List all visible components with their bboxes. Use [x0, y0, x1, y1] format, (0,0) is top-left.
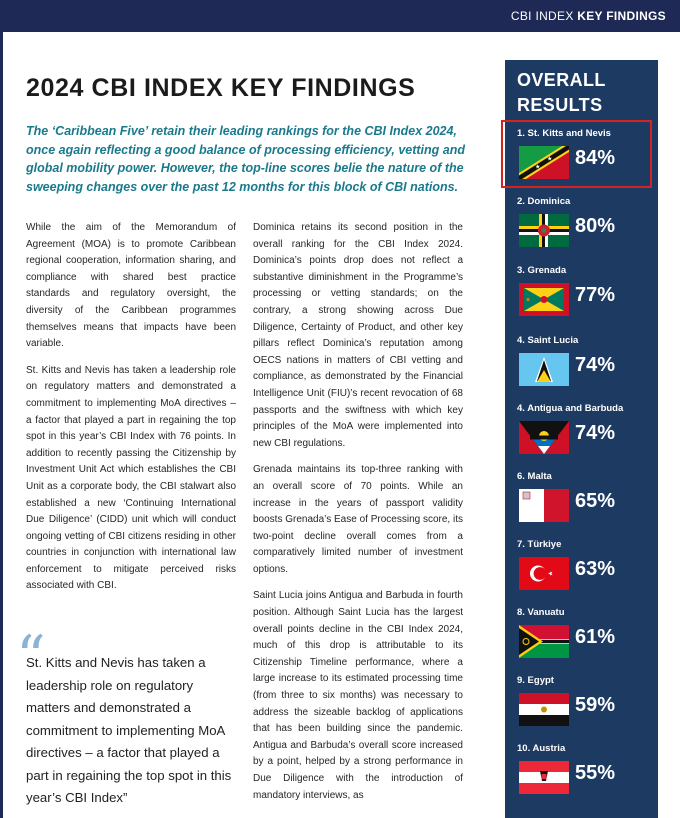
result-score: 59%	[575, 694, 616, 716]
results-heading-line-2: RESULTS	[517, 95, 603, 115]
page-edge-stripe	[0, 32, 3, 818]
paragraph: Saint Lucia joins Antigua and Barbuda in fourth position. Although Saint Lucia has the largest overall points decline in the CBI Index 2024, much of this drop is attributable to its Citizenship Timeline performance, where a large increase to its estimated processing time (from three to six months) was necessary to address the sizeable backlog of applications that has been building since the pandemic. Antigua and Barbuda’s overall score increased by a point, helped by a strong performance in Due Diligence with the introduction of mandatory interviews, as	[253, 590, 463, 801]
result-item-egypt	[517, 675, 655, 735]
top-result-highlight-box	[501, 120, 652, 188]
result-name: 4. Antigua and Barbuda	[517, 403, 624, 414]
result-name: 7. Türkiye	[517, 539, 562, 550]
article-title: 2024 CBI INDEX KEY FINDINGS	[26, 74, 416, 102]
result-name: 4. Saint Lucia	[517, 335, 579, 346]
article-column-1	[26, 220, 236, 605]
saint-lucia-flag-icon	[519, 353, 569, 386]
section-label	[511, 9, 666, 23]
vanuatu-flag-icon	[519, 625, 569, 658]
turkiye-flag-icon	[519, 557, 569, 590]
result-item-antigua-and-barbuda	[517, 403, 655, 463]
austria-flag-icon	[519, 761, 569, 794]
svg-text:★: ★	[535, 163, 541, 171]
result-item-saint-lucia	[517, 335, 655, 395]
result-score: 65%	[575, 490, 616, 512]
paragraph: Dominica retains its second position in the overall ranking for the CBI Index 2024. Dominica’s points drop does not reflect a substantive diminishment in the Programme’s processing or vetting standards; on the contrary, a strong showing across Due Diligence, Certainty of Product, and other key pillars reflect Dominica’s reputation among OECS nations in matters of CBI vetting and compliance, as demonstrated by the Financial Intelligence Unit (FIU)’s recent revocation of 68 passports and the swiftness with which key principles of the MoA were implemented into new CBI regulations.	[253, 222, 463, 449]
result-name: 8. Vanuatu	[517, 607, 565, 618]
result-name: 6. Malta	[517, 471, 552, 482]
result-score: 80%	[575, 215, 616, 237]
result-score: 63%	[575, 558, 616, 580]
grenada-flag-icon	[519, 283, 569, 316]
result-score: 74%	[575, 354, 616, 376]
result-item-turkiye	[517, 539, 655, 599]
svg-text:★: ★	[547, 155, 553, 163]
result-score: 55%	[575, 762, 616, 784]
section-header-bar	[0, 0, 680, 32]
article-lead: The ‘Caribbean Five’ retain their leading rankings for the CBI Index 2024, once again reflecting a good balance of processing efficiency, vetting and global mobility power. However, the top-line scores belie the nature of the sweeping changes over the past 12 months for this block of CBI nations.	[26, 124, 465, 194]
result-score: 84%	[575, 147, 616, 169]
result-score: 77%	[575, 284, 616, 306]
paragraph: While the aim of the Memorandum of Agreement (MOA) is to promote Caribbean regional cooperation, information sharing, and compliance with shared best practice standards and regulatory oversight, the diversity of the Caribbean programmes themselves means that impacts have been variable.	[26, 222, 236, 350]
egypt-flag-icon	[519, 693, 569, 726]
result-item-austria	[517, 743, 655, 803]
malta-flag-icon	[519, 489, 569, 522]
result-score: 61%	[575, 626, 616, 648]
paragraph: Grenada maintains its top-three ranking with an overall score of 70 points. While an increase in the years of passport validity boosts Grenada’s Ease of Processing score, its two-point decline overall comes from a comparatively limited number of investment options.	[253, 464, 463, 575]
results-heading-line-1: OVERALL	[517, 70, 606, 90]
result-score: 74%	[575, 422, 616, 444]
results-heading	[517, 68, 606, 118]
article-column-2	[253, 220, 463, 814]
section-label-prefix: CBI INDEX	[510, 9, 578, 23]
result-item-malta	[517, 471, 655, 531]
result-name: 9. Egypt	[517, 675, 554, 686]
section-label-emphasis: KEY FINDINGS	[577, 9, 666, 23]
result-item-dominica	[517, 196, 655, 256]
paragraph: St. Kitts and Nevis has taken a leadership role on regulatory matters and demonstrated a commitment to implementing MoA directives – a factor that played a part in regaining the top spot in this year’s CBI Index with 76 points. In addition to recently passing the Citizenship by Investment Unit Act which establishes the CBI Unit as a corporate body, the CBI stalwart also established a new ‘Continuing International Due Diligence’ (CIDD) unit which will conduct ongoing vetting of CBI citizens residing in other countries in conjunction with international law enforcement to mitigate perceived risks associated with CBI.	[26, 364, 236, 592]
result-name: 1. St. Kitts and Nevis	[517, 128, 611, 139]
result-item-vanuatu	[517, 607, 655, 667]
dominica-flag-icon	[519, 214, 569, 247]
pull-quote: St. Kitts and Nevis has taken a leadership role on regulatory matters and demonstrated a commitment to implementing MoA directives – a factor that played a part in regaining the top spot in this year’s CBI Index”	[26, 655, 232, 805]
result-item-grenada	[517, 265, 655, 325]
quote-mark-icon: “	[16, 623, 46, 691]
result-name: 10. Austria	[517, 743, 566, 754]
result-name: 2. Dominica	[517, 196, 571, 207]
result-name: 3. Grenada	[517, 265, 567, 276]
antigua-and-barbuda-flag-icon	[519, 421, 569, 454]
